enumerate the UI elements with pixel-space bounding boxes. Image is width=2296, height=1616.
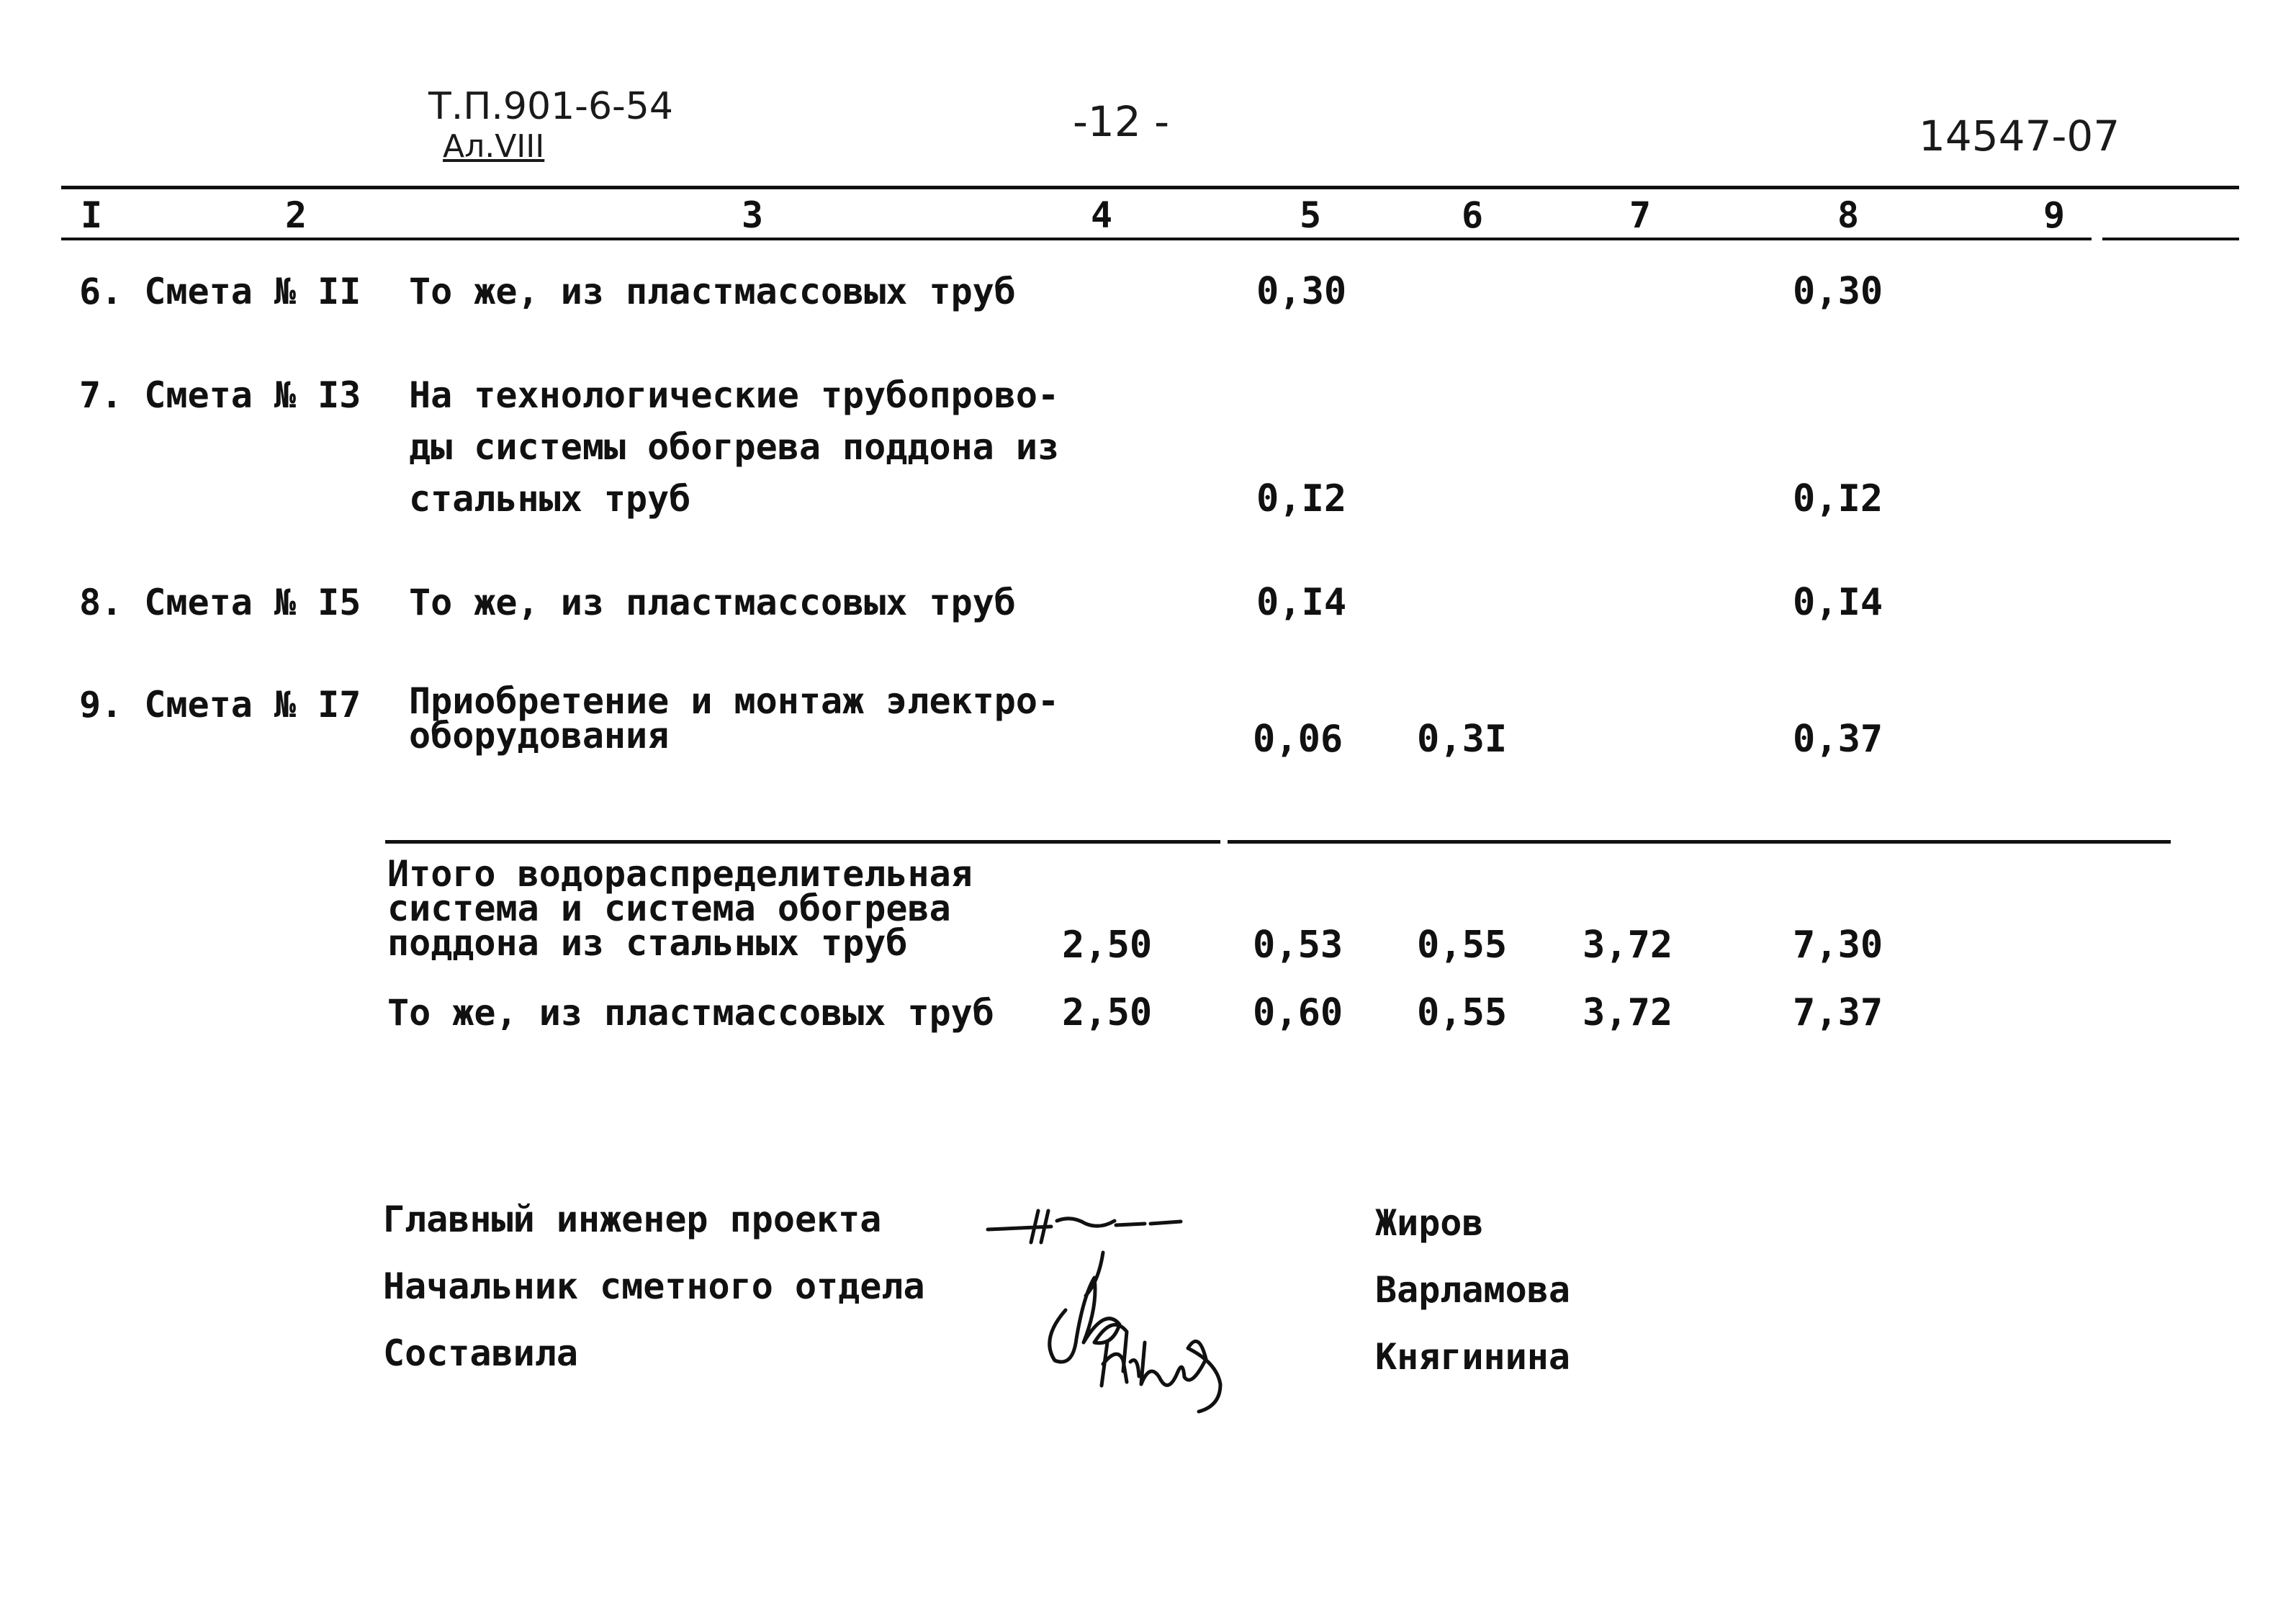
row-description: ды системы обогрева поддона из [409,426,1060,468]
row-description: стальных труб [409,478,691,520]
cell-col4: 2,50 [1062,991,1153,1034]
cell-col5: 0,53 [1253,924,1343,967]
cell-col8: 0,I4 [1793,581,1883,624]
col-number: 7 [1629,194,1652,236]
cell-col8: 0,30 [1793,270,1883,313]
col-number: 8 [1837,194,1860,236]
row-description: оборудования [409,715,670,757]
cell-col4: 2,50 [1062,924,1153,967]
header-bottom-rule-end [2102,238,2239,240]
cell-col5: 0,60 [1253,991,1343,1034]
signature-name: Княгинина [1375,1336,1570,1378]
row-item: 8. Смета № I5 [79,582,361,623]
row-item: 6. Смета № II [79,271,361,312]
signature-name: Жиров [1375,1202,1484,1244]
col-number: 6 [1462,194,1484,236]
totals-rule-left [385,840,1220,844]
doc-code: Т.П.901-6-54 [428,85,673,128]
signature-role: Составила [383,1332,578,1374]
row-description: Приобретение и монтаж электро- [409,680,1060,722]
cell-col7: 3,72 [1583,991,1673,1034]
cell-col5: 0,I2 [1256,477,1347,520]
totals-description: система и система обогрева [387,888,951,929]
col-number: 4 [1091,194,1113,236]
cell-col6: 0,55 [1417,991,1508,1034]
cell-col8: 0,37 [1793,718,1883,761]
cell-col6: 0,3I [1417,718,1508,761]
row-item: 9. Смета № I7 [79,684,361,726]
signature-role: Начальник сметного отдела [383,1265,925,1307]
row-item: 7. Смета № I3 [79,374,361,416]
row-description: То же, из пластмассовых труб [409,582,1016,623]
totals-rule-right [1228,840,2171,844]
cell-col5: 0,30 [1256,270,1347,313]
album-number: Ал.VIII [443,128,545,165]
header-bottom-rule [61,238,2092,240]
handwritten-signatures [979,1195,1339,1432]
cell-col8: 7,30 [1793,924,1883,967]
totals-description: поддона из стальных труб [387,922,908,964]
header-top-rule [61,186,2239,189]
row-description: На технологические трубопрово- [409,374,1060,416]
cell-col6: 0,55 [1417,924,1508,967]
cell-col5: 0,I4 [1256,581,1347,624]
totals-description: Итого водораспределительная [387,853,973,895]
cell-col8: 0,I2 [1793,477,1883,520]
totals-description: То же, из пластмассовых труб [387,992,994,1034]
cell-col5: 0,06 [1253,718,1343,761]
col-number: 9 [2043,194,2066,236]
row-description: То же, из пластмассовых труб [409,271,1016,312]
signature-role: Главный инженер проекта [383,1199,882,1240]
signature-name: Варламова [1375,1269,1570,1311]
cell-col8: 7,37 [1793,991,1883,1034]
col-number: 3 [742,194,764,236]
cell-col7: 3,72 [1583,924,1673,967]
col-number: 2 [285,194,307,236]
col-number: I [81,194,103,236]
archive-number: 14547-07 [1919,112,2120,161]
page-number: -12 - [1073,97,1170,146]
col-number: 5 [1300,194,1322,236]
